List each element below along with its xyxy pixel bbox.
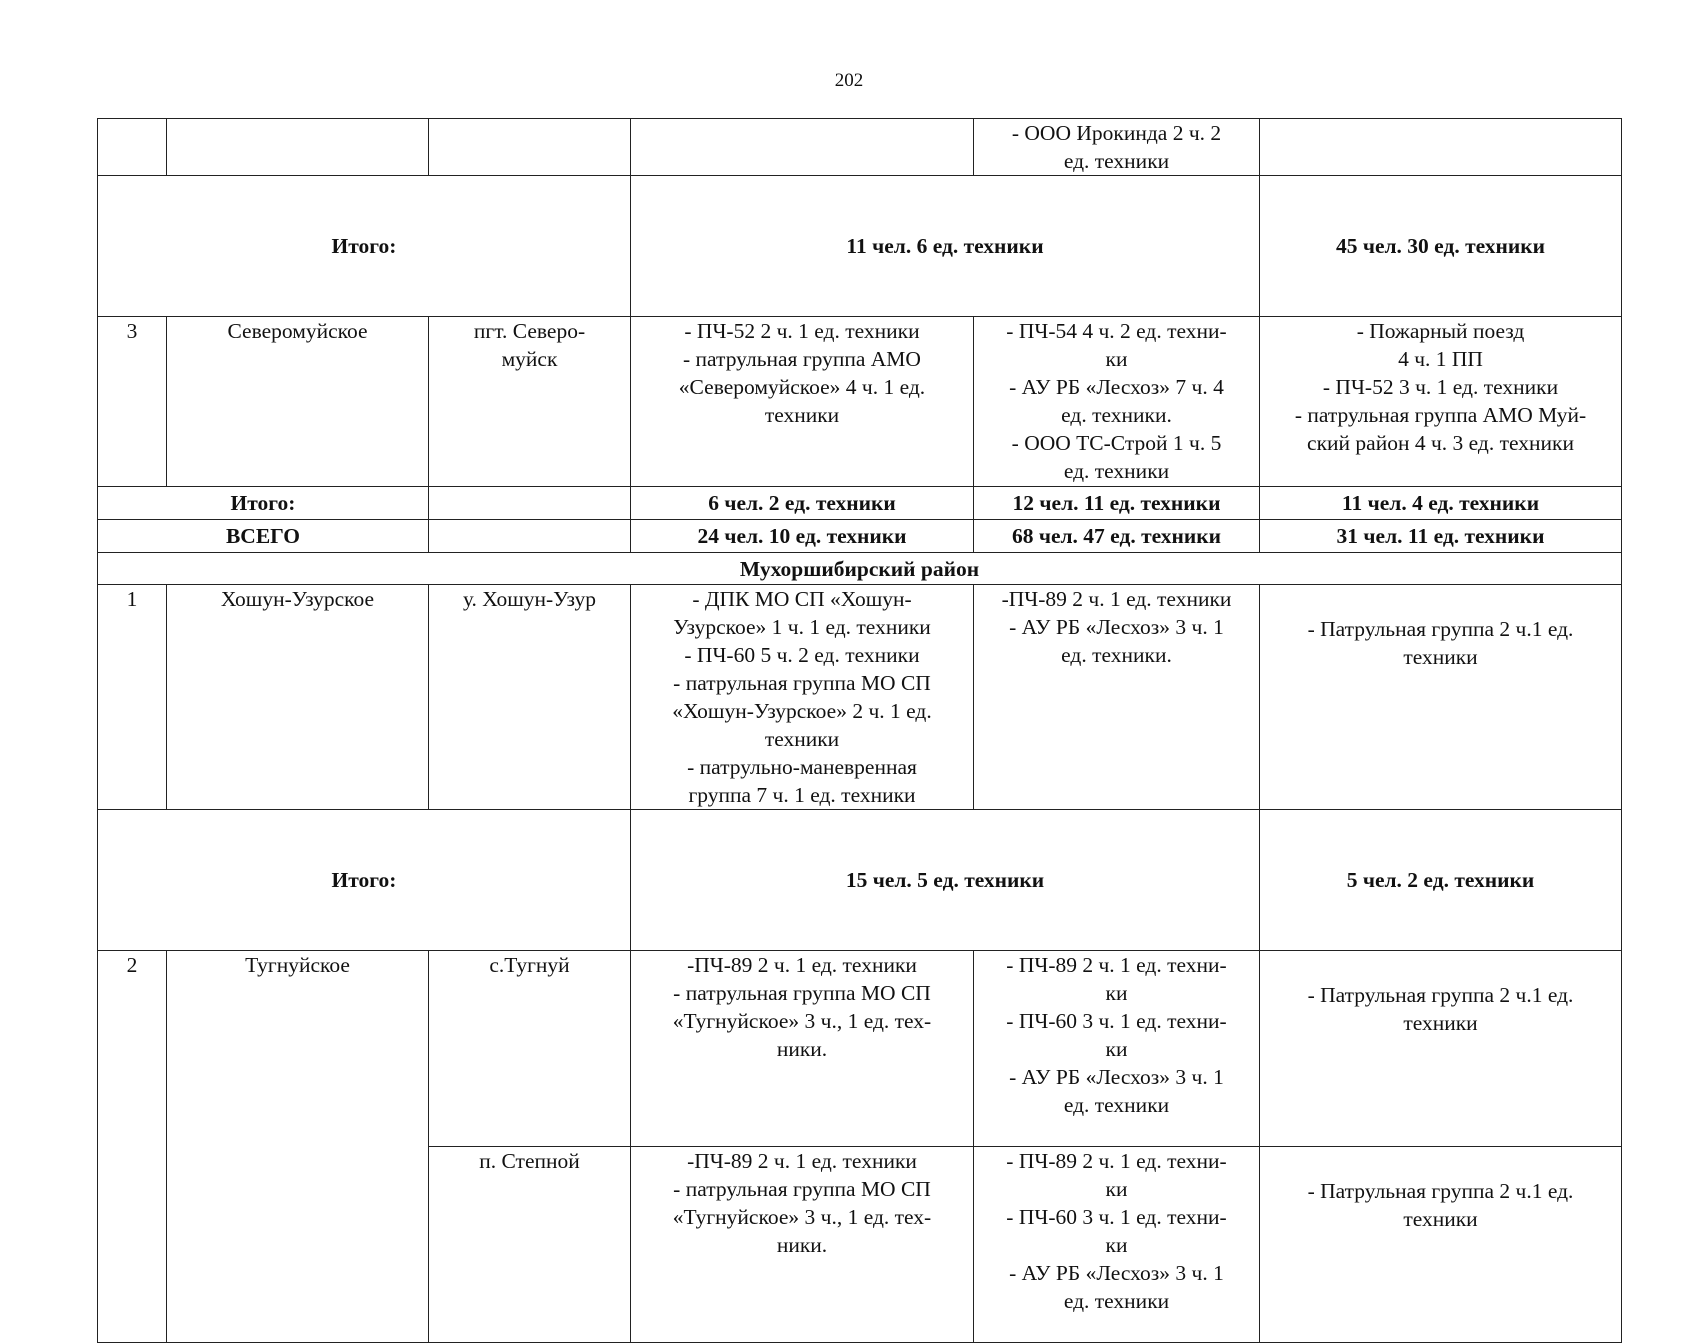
table-row	[98, 119, 1622, 176]
cell-empty	[429, 487, 631, 520]
total-c: 11 чел. 6 ед. техники	[631, 176, 1260, 317]
grand-total-row	[98, 520, 1622, 553]
settlement-locality: с.Тугнуй	[429, 951, 631, 1147]
cell-forces-e: - Патрульная группа 2 ч.1 ед. техники	[1260, 951, 1622, 1147]
settlement-name: Тугнуйское	[167, 951, 429, 1343]
cell-forces-e: - Патрульная группа 2 ч.1 ед. техники	[1260, 585, 1622, 810]
row-number: 3	[98, 317, 167, 487]
total-label: Итого:	[98, 487, 429, 520]
total-d: 45 чел. 30 ед. техники	[1260, 176, 1622, 317]
cell-empty	[98, 119, 167, 176]
cell-forces-d: -ПЧ-89 2 ч. 1 ед. техники - АУ РБ «Лесхоз» 3 ч. 1 ед. техники.	[974, 585, 1260, 810]
total-e: 11 чел. 4 ед. техники	[1260, 487, 1622, 520]
cell-forces-c: - ДПК МО СП «Хошун- Узурское» 1 ч. 1 ед. техники - ПЧ-60 5 ч. 2 ед. техники - патрульная группа МО СП «Хошун-Узурское» 2 ч. 1 ед. техники - патрульно-маневренная группа 7 ч. 1 ед. техники	[631, 585, 974, 810]
grand-total-e: 31 чел. 11 ед. техники	[1260, 520, 1622, 553]
district-heading-row	[98, 553, 1622, 585]
settlement-name: Хошун-Узурское	[167, 585, 429, 810]
total-row	[98, 487, 1622, 520]
cell-empty	[167, 119, 429, 176]
cell-forces-c: -ПЧ-89 2 ч. 1 ед. техники - патрульная группа МО СП «Тугнуйское» 3 ч., 1 ед. тех- ники.	[631, 951, 974, 1147]
table-row	[98, 585, 1622, 810]
settlement-locality: п. Степной	[429, 1147, 631, 1343]
page-number: 202	[834, 70, 864, 91]
total-row	[98, 810, 1622, 951]
total-c: 6 чел. 2 ед. техники	[631, 487, 974, 520]
grand-total-label: ВСЕГО	[98, 520, 429, 553]
table-row	[98, 951, 1622, 1147]
cell-forces-c: - ПЧ-52 2 ч. 1 ед. техники - патрульная группа АМО «Северомуйское» 4 ч. 1 ед. техники	[631, 317, 974, 487]
district-heading: Мухоршибирский район	[98, 553, 1622, 585]
total-label: Итого:	[98, 810, 631, 951]
cell-forces-e: - Пожарный поезд 4 ч. 1 ПП - ПЧ-52 3 ч. 1 ед. техники - патрульная группа АМО Муй- ский район 4 ч. 3 ед. техники	[1260, 317, 1622, 487]
cell-forces-d: - ПЧ-89 2 ч. 1 ед. техни- ки - ПЧ-60 3 ч. 1 ед. техни- ки - АУ РБ «Лесхоз» 3 ч. 1 ед. техники	[974, 951, 1260, 1147]
cell-forces-d: - ПЧ-54 4 ч. 2 ед. техни- ки - АУ РБ «Лесхоз» 7 ч. 4 ед. техники. - ООО ТС-Строй 1 ч. 5 ед. техники	[974, 317, 1260, 487]
total-row	[98, 176, 1622, 317]
cell-empty	[1260, 119, 1622, 176]
grand-total-c: 24 чел. 10 ед. техники	[631, 520, 974, 553]
table-row	[98, 317, 1622, 487]
total-d: 5 чел. 2 ед. техники	[1260, 810, 1622, 951]
cell-forces-d: - ПЧ-89 2 ч. 1 ед. техни- ки - ПЧ-60 3 ч. 1 ед. техни- ки - АУ РБ «Лесхоз» 3 ч. 1 ед. техники	[974, 1147, 1260, 1343]
settlement-name: Северомуйское	[167, 317, 429, 487]
row-number: 1	[98, 585, 167, 810]
forces-table	[97, 118, 1622, 1343]
cell-empty	[429, 520, 631, 553]
cell-forces-e: - Патрульная группа 2 ч.1 ед. техники	[1260, 1147, 1622, 1343]
total-d: 12 чел. 11 ед. техники	[974, 487, 1260, 520]
cell-empty	[631, 119, 974, 176]
grand-total-d: 68 чел. 47 ед. техники	[974, 520, 1260, 553]
row-number: 2	[98, 951, 167, 1343]
cell-forces-c: -ПЧ-89 2 ч. 1 ед. техники - патрульная группа МО СП «Тугнуйское» 3 ч., 1 ед. тех- ники.	[631, 1147, 974, 1343]
total-label: Итого:	[98, 176, 631, 317]
settlement-locality: у. Хошун-Узур	[429, 585, 631, 810]
cell-forces-d: - ООО Ирокинда 2 ч. 2 ед. техники	[974, 119, 1260, 176]
total-c: 15 чел. 5 ед. техники	[631, 810, 1260, 951]
cell-empty	[429, 119, 631, 176]
settlement-locality: пгт. Северо- муйск	[429, 317, 631, 487]
